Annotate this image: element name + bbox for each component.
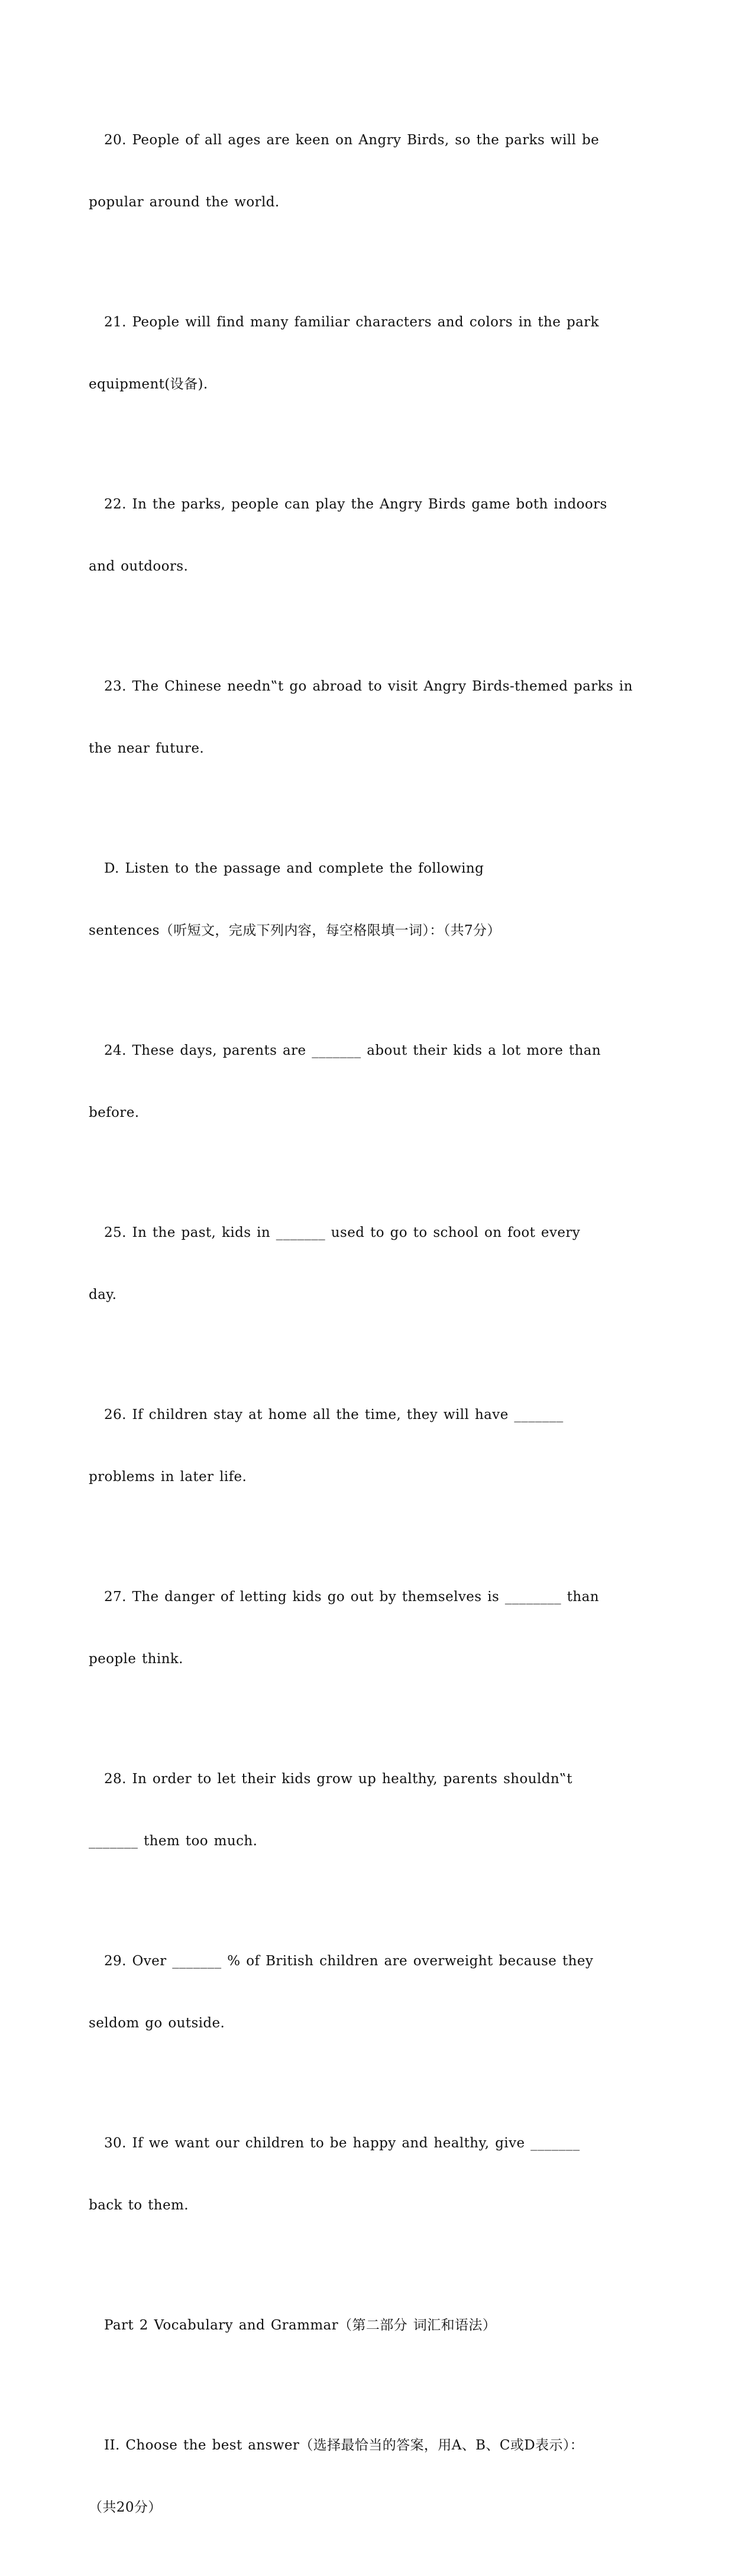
part-2-line-1: Part 2 Vocabulary and Grammar（第二部分 词汇和语法） <box>104 2318 497 2333</box>
question-24-line-2: before. <box>89 1105 140 1120</box>
part-2-heading <box>89 2274 665 2377</box>
section-ii-heading <box>89 2394 665 2559</box>
question-27-line-2: people think. <box>89 1651 183 1667</box>
question-26-line-2: problems in later life. <box>89 1469 247 1485</box>
section-d-line-2: sentences（听短文，完成下列内容，每空格限填一词）：（共7分） <box>89 923 501 938</box>
question-26 <box>89 1363 665 1529</box>
section-ii-line-1: II. Choose the best answer（选择最恰当的答案，用A、B、C或D表示）： <box>104 2438 584 2453</box>
question-23-line-2: the near future. <box>89 741 205 756</box>
question-20 <box>89 89 665 254</box>
question-22-line-2: and outdoors. <box>89 559 189 574</box>
question-30-line-2: back to them. <box>89 2198 189 2213</box>
question-22-line-1: 22. In the parks, people can play the Angry Birds game both indoors <box>104 497 607 512</box>
question-27 <box>89 1545 665 1711</box>
question-20-line-1: 20. People of all ages are keen on Angry Birds, so the parks will be <box>104 132 600 148</box>
question-29-line-2: seldom go outside. <box>89 2016 225 2031</box>
question-27-line-1: 27. The danger of letting kids go out by themselves is ________ than <box>104 1589 599 1605</box>
document-page <box>89 89 665 2576</box>
question-22 <box>89 453 665 618</box>
section-d-heading <box>89 817 665 983</box>
question-30-line-1: 30. If we want our children to be happy and healthy, give _______ <box>104 2136 580 2151</box>
section-ii-line-2: （共20分） <box>89 2500 162 2515</box>
question-28-line-1: 28. In order to let their kids grow up healthy, parents shouldn‟t <box>104 1771 572 1787</box>
question-23 <box>89 635 665 801</box>
question-23-line-1: 23. The Chinese needn‟t go abroad to visit Angry Birds-themed parks in <box>104 679 633 694</box>
section-d-line-1: D. Listen to the passage and complete the following <box>104 861 484 876</box>
question-24 <box>89 999 665 1165</box>
question-21-line-1: 21. People will find many familiar characters and colors in the park <box>104 315 599 330</box>
question-30 <box>89 2092 665 2257</box>
question-20-line-2: popular around the world. <box>89 195 280 210</box>
question-29-line-1: 29. Over _______ % of British children are overweight because they <box>104 1953 594 1969</box>
question-25-line-1: 25. In the past, kids in _______ used to go to school on foot every <box>104 1225 581 1240</box>
question-24-line-1: 24. These days, parents are _______ about their kids a lot more than <box>104 1043 601 1058</box>
question-28-line-2: _______ them too much. <box>89 1833 258 1849</box>
question-28 <box>89 1728 665 1893</box>
question-29 <box>89 1910 665 2075</box>
question-21 <box>89 271 665 436</box>
question-21-line-2: equipment(设备). <box>89 377 208 392</box>
question-25-line-2: day. <box>89 1287 117 1302</box>
question-25 <box>89 1181 665 1347</box>
question-26-line-1: 26. If children stay at home all the time, they will have _______ <box>104 1407 564 1423</box>
